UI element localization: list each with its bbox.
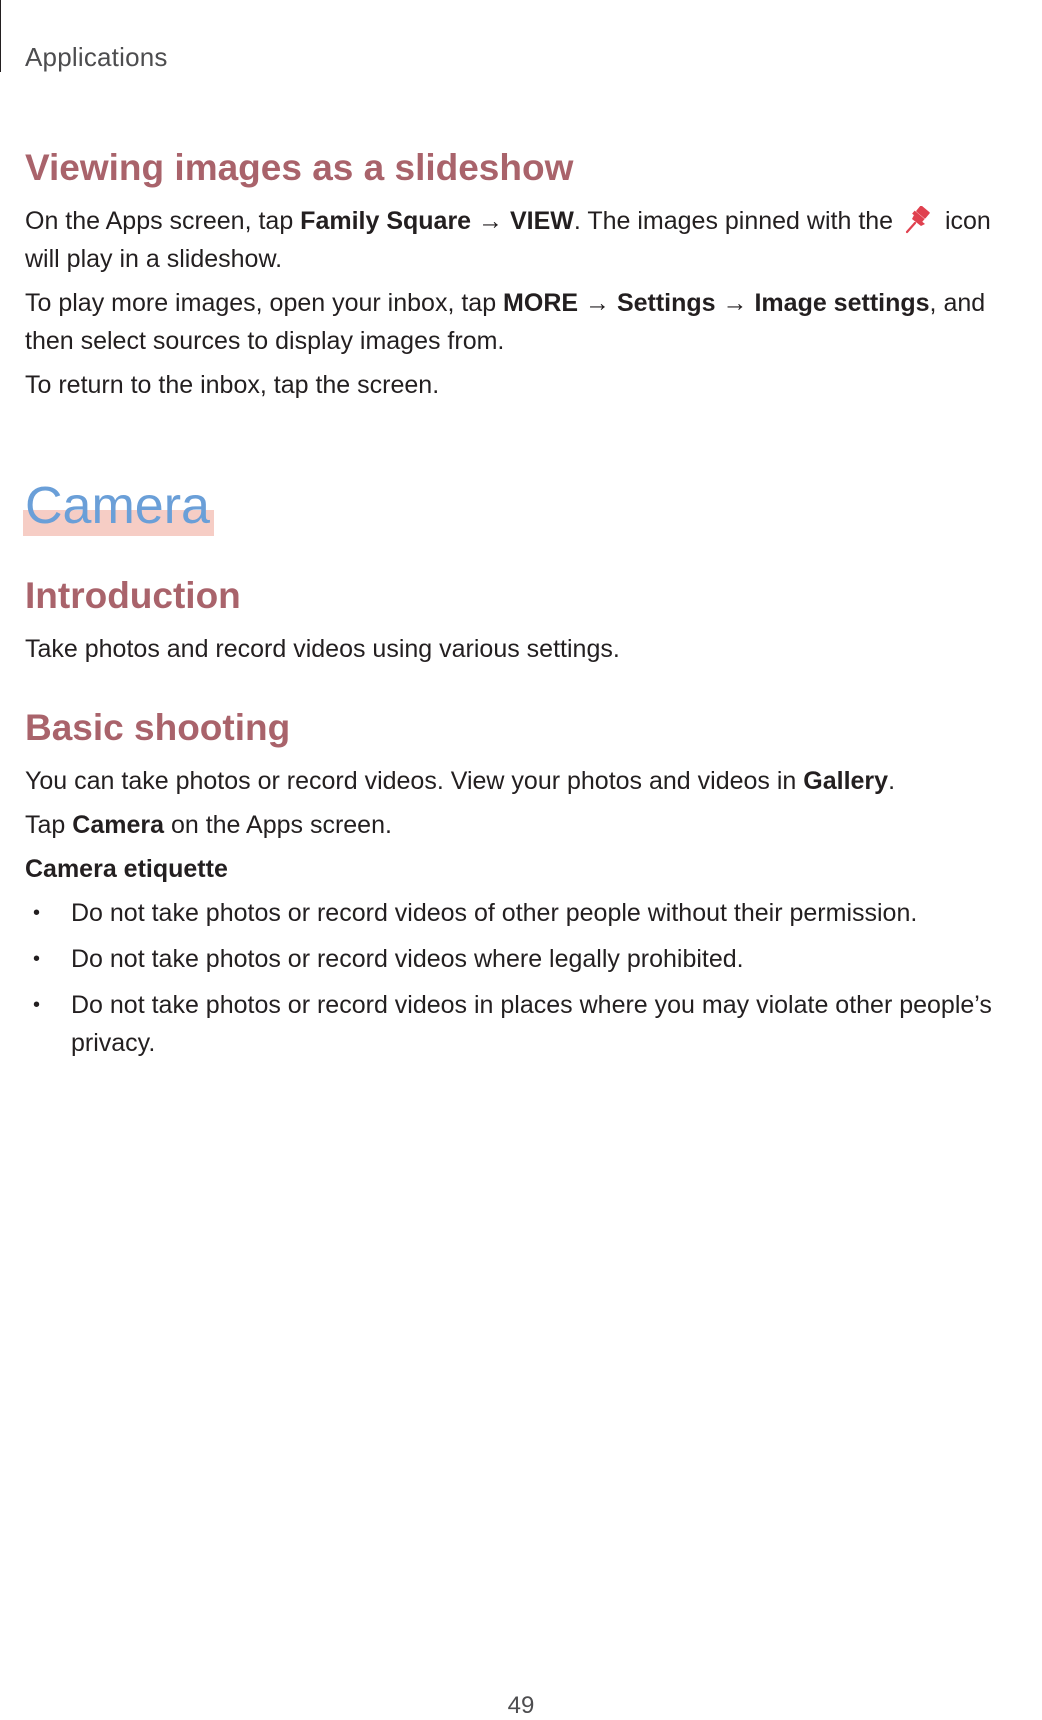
section-title-slideshow: Viewing images as a slideshow: [25, 147, 574, 188]
list-item: • Do not take photos or record videos in places where you may violate other people’s privacy.: [25, 986, 1025, 1062]
more-label: MORE: [503, 289, 579, 317]
gallery-label: Gallery: [803, 767, 889, 795]
chapter-heading: [25, 474, 1025, 564]
etiquette-list: [25, 894, 1025, 1062]
slideshow-paragraph-3: To return to the inbox, tap the screen.: [25, 371, 440, 399]
image-settings-label: Image settings: [754, 289, 930, 317]
settings-label: Settings: [616, 289, 716, 317]
margin-rule: [0, 0, 1, 72]
section-title-introduction: Introduction: [25, 575, 241, 616]
list-item: • Do not take photos or record videos where legally prohibited.: [25, 940, 1025, 978]
bullet-dot: •: [33, 948, 41, 970]
view-label: VIEW: [509, 207, 574, 235]
camera-etiquette-label: Camera etiquette: [25, 855, 228, 883]
running-head: Applications: [25, 42, 168, 72]
chapter-title: Camera: [25, 474, 214, 538]
camera-label: Camera: [72, 811, 164, 839]
family-square-label: Family Square: [300, 207, 472, 235]
bullet-dot: •: [33, 902, 41, 924]
introduction-paragraph: Take photos and record videos using various settings.: [25, 635, 620, 663]
bullet-dot: •: [33, 994, 41, 1016]
section-title-basic-shooting: Basic shooting: [25, 707, 291, 748]
basic-shooting-paragraph-1: You can take photos or record videos. View your photos and videos in Gallery.: [25, 767, 896, 795]
slideshow-paragraph-1: On the Apps screen, tap Family Square → VIEW. The images pinned with the icon will play in a slideshow.: [25, 207, 991, 273]
page-number: 49: [507, 1692, 535, 1719]
basic-shooting-paragraph-2: Tap Camera on the Apps screen.: [25, 811, 392, 839]
list-item: • Do not take photos or record videos of other people without their permission.: [25, 894, 1025, 932]
slideshow-paragraph-2: To play more images, open your inbox, tap MORE → Settings → Image settings, and then select sources to display images from.: [25, 289, 986, 355]
page-content: [25, 140, 1025, 1070]
pin-icon: [904, 206, 934, 234]
